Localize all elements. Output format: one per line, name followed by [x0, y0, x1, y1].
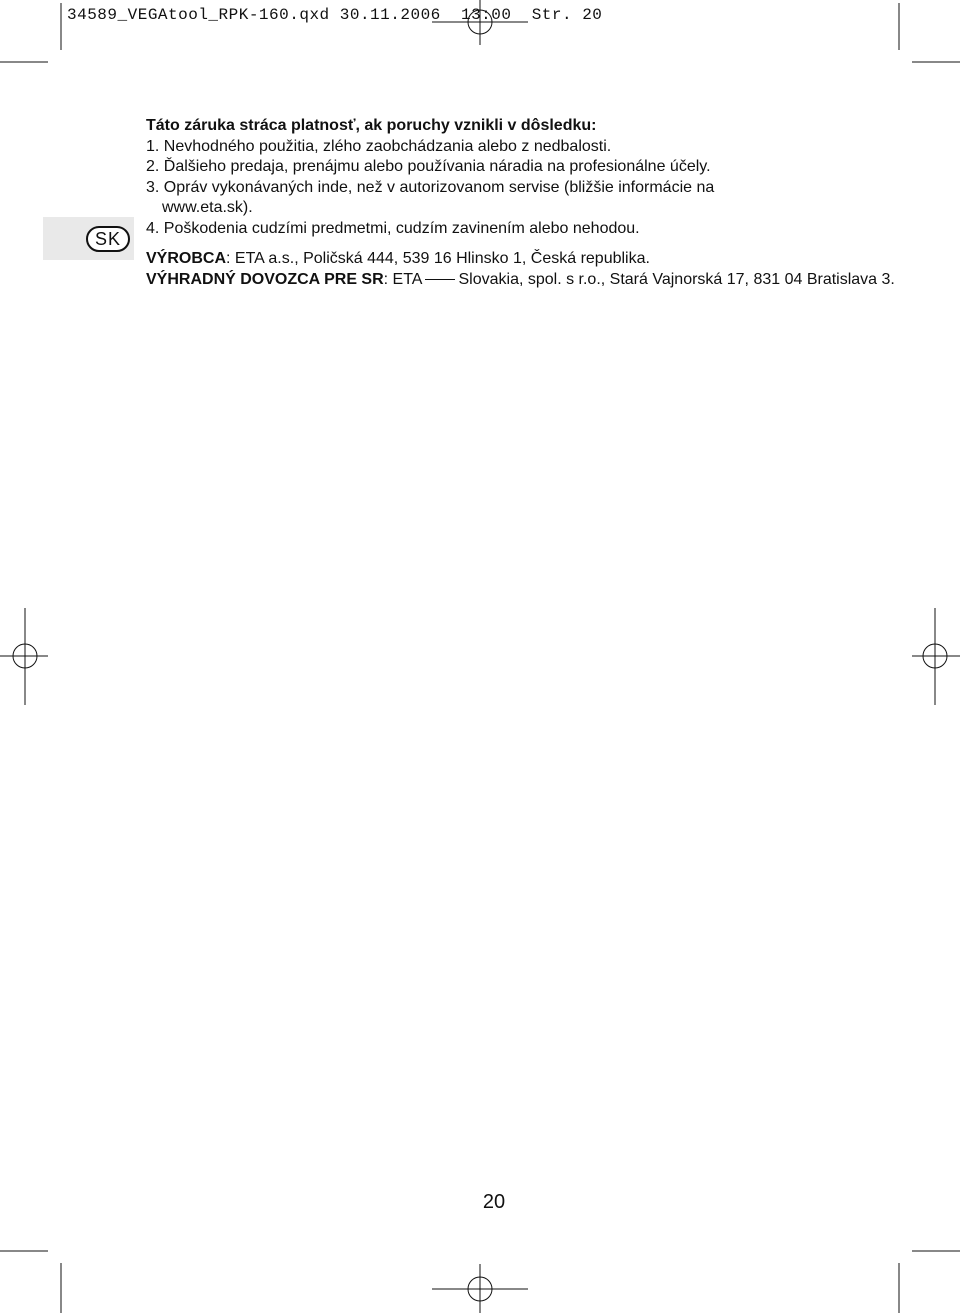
importer-name: : ETA	[383, 270, 423, 288]
registration-mark-bottom	[432, 1264, 528, 1313]
manufacturer-label: VÝROBCA	[146, 250, 227, 267]
warranty-item-3-continued: www.eta.sk).	[162, 199, 253, 216]
warranty-item-1: 1. Nevhodného použitia, zlého zaobchádzania alebo z nedbalosti.	[146, 137, 612, 155]
slug-date: 30.11.2006	[339, 6, 441, 24]
paragraph-gap	[146, 239, 926, 249]
em-dash	[425, 279, 455, 281]
page-number: 20	[482, 1191, 506, 1213]
warranty-section	[146, 116, 926, 290]
importer-address: Slovakia, spol. s r.o., Stará Vajnorská 17, 831 04 Bratislava 3.	[458, 270, 895, 288]
registration-mark-top	[432, 0, 528, 45]
importer-line	[146, 270, 926, 291]
importer-label: VÝHRADNÝ DOVOZCA PRE SR	[146, 270, 384, 288]
language-badge: SK	[86, 226, 130, 252]
manufacturer-line	[146, 249, 926, 270]
slug-file-name: 34589_VEGAtool_RPK-160.qxd	[67, 6, 330, 24]
manufacturer-text: : ETA a.s., Poličská 444, 539 16 Hlinsko 1, Česká republika.	[226, 250, 650, 267]
warranty-item-2: 2. Ďalšieho predaja, prenájmu alebo používania náradia na profesionálne účely.	[146, 158, 711, 175]
slug-time: 13:00	[460, 6, 512, 24]
slug-page-label: Str. 20	[531, 6, 603, 24]
warranty-item-3: 3. Opráv vykonávaných inde, než v autorizovanom servise (bližšie informácie na	[146, 178, 715, 196]
warranty-item-4: 4. Poškodenia cudzími predmetmi, cudzím zavinením alebo nehodou.	[146, 219, 640, 237]
registration-mark-right	[912, 608, 960, 705]
registration-mark-left	[0, 608, 48, 705]
warranty-heading: Táto záruka stráca platnosť, ak poruchy vznikli v dôsledku:	[146, 117, 597, 134]
